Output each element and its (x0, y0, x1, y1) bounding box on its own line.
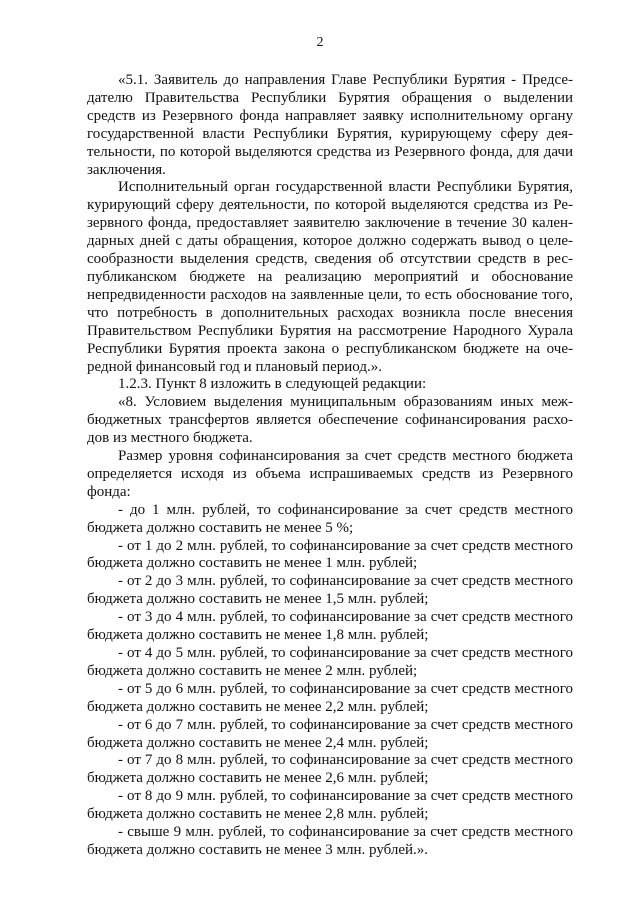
list-item-2-to-3-mln: - от 2 до 3 млн. рублей, то софинансирование за счет средств местного бюджета должно составить не менее 1,5 млн. рублей; (87, 573, 573, 608)
paragraph-8-cofinancing-condition: «8. Условием выделения муниципальным образованиям иных межбюджетных трансфертов является обеспечение софинансирования расходов из местного бюджета. (87, 394, 573, 447)
list-item-8-to-9-mln: - от 8 до 9 млн. рублей, то софинансирование за счет средств местного бюджета должно составить не менее 2,8 млн. рублей; (87, 788, 573, 823)
paragraph-5-1: «5.1. Заявитель до направления Главе Республики Бурятия - Председателю Правительства Республики Бурятия обращения о выделении средств из Резервного фонда направляет заявку исполнительному органу государственной власти Республики Бурятия, курирующему сферу деятельности, по которой выделяются средства из Резервного фонда, для дачи заключения. (87, 72, 573, 178)
list-item-4-to-5-mln: - от 4 до 5 млн. рублей, то софинансирование за счет средств местного бюджета должно составить не менее 2 млн. рублей; (87, 645, 573, 679)
paragraph-amendment-1-2-3: 1.2.3. Пункт 8 изложить в следующей редакции: (118, 376, 427, 393)
list-item-over-9-mln: - свыше 9 млн. рублей, то софинансирование за счет средств местного бюджета должно составить не менее 3 млн. рублей.». (87, 824, 573, 858)
list-item-1-to-2-mln: - от 1 до 2 млн. рублей, то софинансирование за счет средств местного бюджета должно составить не менее 1 млн. рублей; (87, 537, 573, 572)
list-item-7-to-8-mln: - от 7 до 8 млн. рублей, то софинансирование за счет средств местного бюджета должно составить не менее 2,6 млн. рублей; (87, 752, 573, 787)
list-item-5-to-6-mln: - от 5 до 6 млн. рублей, то софинансирование за счет средств местного бюджета должно составить не менее 2,2 млн. рублей; (87, 680, 573, 715)
list-item-3-to-4-mln: - от 3 до 4 млн. рублей, то софинансирование за счет средств местного бюджета должно составить не менее 1,8 млн. рублей; (87, 609, 573, 644)
paragraph-conclusion-requirements: Исполнительный орган государственной власти Республики Бурятия, курирующий сферу деятельности, по которой выделяются средства из Резервного фонда, предоставляет заявителю заключение в течение 30 календарных дней с даты обращения, которое должно содержать вывод о целесообразности выделения средств, сведения об отсутствии средств в республиканском бюджете на реализацию мероприятий и обоснование непредвиденности расходов на заявленные цели, то есть обоснование того, что потребность в дополнительных расходах возникла после внесения Правительством Республики Бурятия на рассмотрение Народного Хурала Республики Бурятия проекта закона о республиканском бюджете на очередной финансовый год и плановый период.». (87, 179, 573, 375)
page-number: 2 (316, 35, 324, 50)
list-item-up-to-1-mln: - до 1 млн. рублей, то софинансирование за счет средств местного бюджета должно составить не менее 5 %; (87, 501, 573, 536)
list-item-6-to-7-mln: - от 6 до 7 млн. рублей, то софинансирование за счет средств местного бюджета должно составить не менее 2,4 млн. рублей; (87, 716, 573, 751)
document-body (87, 72, 573, 860)
paragraph-cofinancing-level: Размер уровня софинансирования за счет средств местного бюджета определяется исходя из объема испрашиваемых средств из Резервного фонда: (87, 448, 573, 500)
